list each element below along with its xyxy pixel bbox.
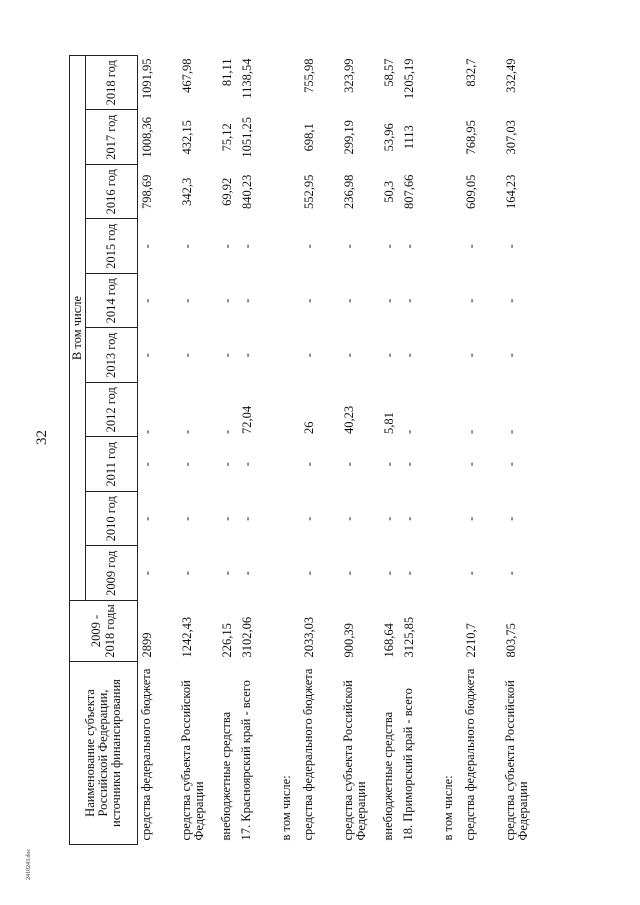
row-value: - [341,571,356,576]
row-value [440,492,462,547]
rotated-table-container [69,55,549,845]
row-label: средства федерального бюджета [139,668,154,841]
row-value: - [503,429,518,434]
row-value: - [381,244,396,249]
row-value [278,492,300,547]
row-value: - [381,571,396,576]
table-row [178,56,218,845]
row-value: - [219,429,234,434]
row-value: - [401,571,416,576]
row-value: - [401,298,416,303]
table-row [278,56,300,845]
row-value [440,110,462,165]
row-label: средства федерального бюджета [300,668,315,841]
row-value: - [239,244,254,249]
funding-table [69,55,542,845]
table-row [400,56,440,845]
row-value [278,383,300,438]
row-value: - [219,571,234,576]
row-value: - [401,244,416,249]
row-value: - [301,244,316,249]
row-value: 236,98 [341,174,356,209]
header-year: 2013 год [86,328,138,383]
row-value: 755,98 [301,58,316,93]
header-year: 2010 год [86,492,138,547]
row-total: 2033,03 [301,616,316,658]
row-value [278,274,300,329]
row-value [278,219,300,274]
row-value: 1091,95 [140,58,155,100]
table-row [138,56,178,845]
row-value: - [301,298,316,303]
row-value: 609,05 [463,174,478,209]
row-value: - [341,298,356,303]
row-value: - [140,462,155,467]
row-value [440,274,462,329]
row-value: - [301,353,316,358]
table-row [300,56,340,845]
row-value [278,328,300,383]
row-value: - [239,353,254,358]
row-value: - [179,571,194,576]
row-value: 698,1 [301,123,316,152]
header-year: 2011 год [86,437,138,492]
row-value [278,110,300,165]
row-value: - [140,516,155,521]
row-total: 803,75 [503,623,518,658]
row-value: 798,69 [140,174,155,209]
row-value: - [239,571,254,576]
row-value: - [381,462,396,467]
row-value [278,165,300,220]
row-label: внебюджетные средства [218,711,233,841]
page-number: 32 [34,430,50,445]
row-value: - [140,244,155,249]
row-value: 1051,25 [239,116,254,158]
row-value: - [463,462,478,467]
row-value: 1113 [401,125,416,150]
row-value: - [179,462,194,467]
row-value: - [463,298,478,303]
row-value: - [503,571,518,576]
row-value: - [341,462,356,467]
header-year: 2014 год [86,274,138,329]
row-value: - [301,462,316,467]
row-value: 807,66 [401,174,416,209]
row-total: 2899 [140,632,155,658]
table-row [218,56,238,845]
row-label: средства федерального бюджета [462,668,477,841]
row-value: 72,04 [239,405,254,434]
row-value: - [463,516,478,521]
row-value: 164,23 [503,174,518,209]
row-value: 1008,36 [140,116,155,158]
row-total [440,601,462,662]
row-value [278,56,300,111]
row-value: 69,92 [219,177,234,206]
row-value: - [219,244,234,249]
table-body [138,56,542,845]
header-year: 2012 год [86,383,138,438]
row-value: 768,95 [463,120,478,155]
row-value [440,219,462,274]
header-total: 2009 - 2018 годы [70,601,138,662]
row-value: - [503,353,518,358]
row-value [278,437,300,492]
row-value: 53,96 [381,123,396,152]
row-value: 342,3 [179,177,194,206]
row-total [278,601,300,662]
row-value: - [463,244,478,249]
row-value: - [503,462,518,467]
table-row [502,56,542,845]
row-value: - [219,353,234,358]
row-value: - [381,353,396,358]
row-value: - [219,298,234,303]
header-year: 2015 год [86,219,138,274]
table-row [462,56,502,845]
row-value: 26 [301,421,316,434]
row-value: - [140,571,155,576]
row-value: - [463,571,478,576]
row-value: - [381,298,396,303]
row-value: - [219,516,234,521]
row-value: - [179,516,194,521]
row-value [440,437,462,492]
row-value: - [219,462,234,467]
row-label: внебюджетные средства [380,711,395,841]
row-value: - [239,462,254,467]
row-label: 17. Красноярский край - всего [238,680,253,841]
row-value: - [239,516,254,521]
row-value: 75,12 [219,123,234,152]
row-value: 467,98 [179,58,194,93]
row-label: средства субъекта Российской Федерации [502,680,530,841]
row-value [440,328,462,383]
header-year: 2016 год [86,165,138,220]
row-total: 3125,85 [401,616,416,658]
row-value: - [381,516,396,521]
row-total: 3102,06 [239,616,254,658]
row-value: - [463,353,478,358]
row-value: - [140,298,155,303]
header-group: В том числе [70,56,86,601]
row-value: - [503,298,518,303]
row-value: 50,3 [381,180,396,203]
row-value [440,383,462,438]
row-value: - [179,244,194,249]
row-value: - [301,571,316,576]
row-value: 40,23 [341,405,356,434]
row-value: - [401,429,416,434]
row-label: в том числе: [278,775,293,841]
table-row [340,56,380,845]
row-value: 1205,19 [401,58,416,100]
row-label: в том числе: [440,775,455,841]
row-value: 58,57 [381,58,396,87]
row-value: - [503,244,518,249]
row-value [440,165,462,220]
row-value: - [341,516,356,521]
header-year: 2017 год [86,110,138,165]
row-value: - [301,516,316,521]
footer-filename: 2410243.doc [26,848,32,880]
row-value: 299,19 [341,120,356,155]
table-row [380,56,400,845]
row-value: 1138,54 [239,58,254,99]
row-label: средства субъекта Российской Федерации [340,680,368,841]
row-value: 332,49 [503,58,518,93]
row-value: - [401,516,416,521]
row-value: - [179,429,194,434]
row-value: - [503,516,518,521]
row-label: 18. Приморский край - всего [400,688,415,841]
row-total: 2210,7 [463,623,478,658]
row-value: 5,81 [381,412,396,434]
row-value: - [341,244,356,249]
header-year: 2018 год [86,56,138,111]
table-row [238,56,278,845]
row-value: - [341,353,356,358]
row-total: 900,39 [341,623,356,658]
row-label: средства субъекта Российской Федерации [178,680,206,841]
row-value [440,56,462,111]
row-value: - [401,353,416,358]
row-value: - [463,429,478,434]
row-value: 552,95 [301,174,316,209]
table-header [70,56,138,845]
row-value: - [239,298,254,303]
row-value: - [140,353,155,358]
row-total: 1242,43 [179,616,194,658]
row-value: 81,11 [219,58,234,87]
row-value: - [401,462,416,467]
header-name: Наименование субъекта Российской Федерации, источники финансирования [70,662,138,845]
row-value: 307,03 [503,120,518,155]
row-value [440,546,462,601]
table-row [440,56,462,845]
row-value: 432,15 [179,120,194,155]
row-value [278,546,300,601]
row-total: 226,15 [219,623,234,658]
row-value: 840,23 [239,174,254,209]
row-value: 832,7 [463,58,478,87]
header-year: 2009 год [86,546,138,601]
row-value: - [179,298,194,303]
row-total: 168,64 [381,623,396,658]
row-value: 323,99 [341,58,356,93]
row-value: - [179,353,194,358]
row-value: - [140,429,155,434]
